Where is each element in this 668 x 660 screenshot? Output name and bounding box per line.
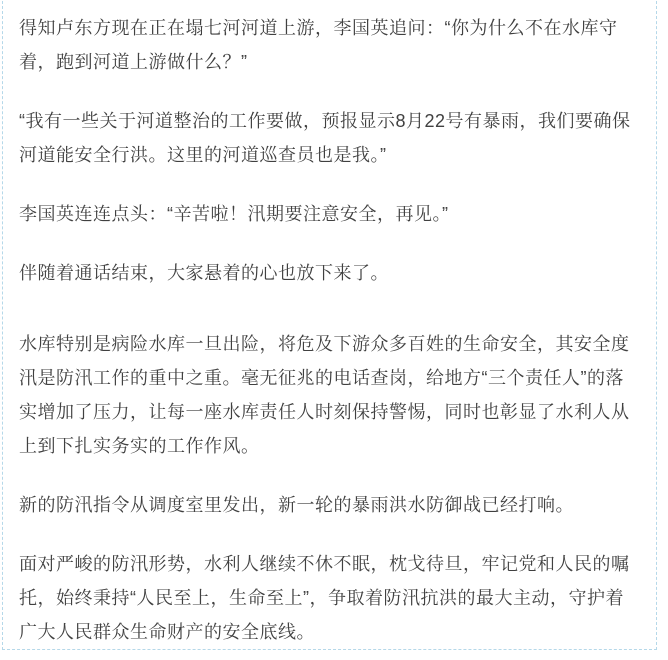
article-frame bbox=[2, 0, 657, 650]
article-paragraph: “我有一些关于河道整治的工作要做，预报显示8月22号有暴雨，我们要确保河道能安全行洪。这里的河道巡查员也是我。” bbox=[19, 111, 631, 165]
article-paragraph: 面对严峻的防汛形势，水利人继续不休不眠，枕戈待旦，牢记党和人民的嘱托，始终秉持“人民至上，生命至上”，争取着防汛抗洪的最大主动，守护着广大人民群众生命财产的安全底线。 bbox=[19, 554, 630, 642]
article-paragraph: 得知卢东方现在正在塌七河河道上游，李国英追问：“你为什么不在水库守着，跑到河道上游做什么？” bbox=[19, 18, 618, 72]
article-paragraph: 新的防汛指令从调度室里发出，新一轮的暴雨洪水防御战已经打响。 bbox=[19, 495, 574, 515]
article-paragraph: 李国英连连点头：“辛苦啦！汛期要注意安全，再见。” bbox=[19, 204, 449, 224]
article-paragraph: 伴随着通话结束，大家悬着的心也放下来了。 bbox=[19, 263, 389, 283]
article-paragraph: 水库特别是病险水库一旦出险，将危及下游众多百姓的生命安全，其安全度汛是防汛工作的重中之重。毫无征兆的电话查岗，给地方“三个责任人”的落实增加了压力，让每一座水库责任人时刻保持警惕，同时也彰显了水利人从上到下扎实务实的工作作风。 bbox=[19, 334, 630, 456]
